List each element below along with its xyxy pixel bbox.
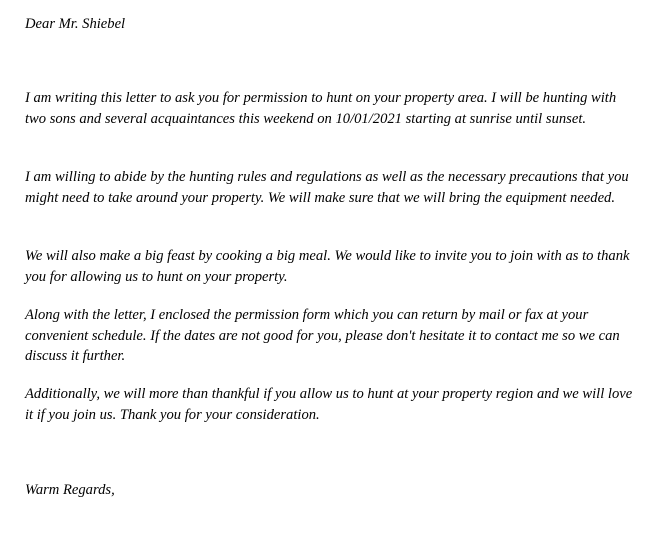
paragraph-closing-thanks: Additionally, we will more than thankful if you allow us to hunt at your property region and we will love it if you join us. Thank you for your consideration. (25, 386, 633, 423)
salutation: Dear Mr. Shiebel (25, 16, 126, 32)
paragraph-rules-agreement: I am willing to abide by the hunting rules and regulations as well as the necessary precautions that you might need to take around your property. We will make sure that we will bring the equipment needed. (25, 169, 629, 206)
closing-regards: Warm Regards, (25, 482, 115, 498)
paragraph-permission-form: Along with the letter, I enclosed the permission form which you can return by mail or fax at your convenient schedule. If the dates are not good for you, please don't hesitate it to contact me so we can discuss it further. (25, 307, 620, 365)
paragraph-feast-invitation: We will also make a big feast by cooking a big meal. We would like to invite you to join with as to thank you for allowing us to hunt on your property. (25, 248, 630, 285)
paragraph-permission-request: I am writing this letter to ask you for permission to hunt on your property area. I will be hunting with two sons and several acquaintances this weekend on 10/01/2021 starting at sunrise until sunset. (25, 90, 617, 127)
